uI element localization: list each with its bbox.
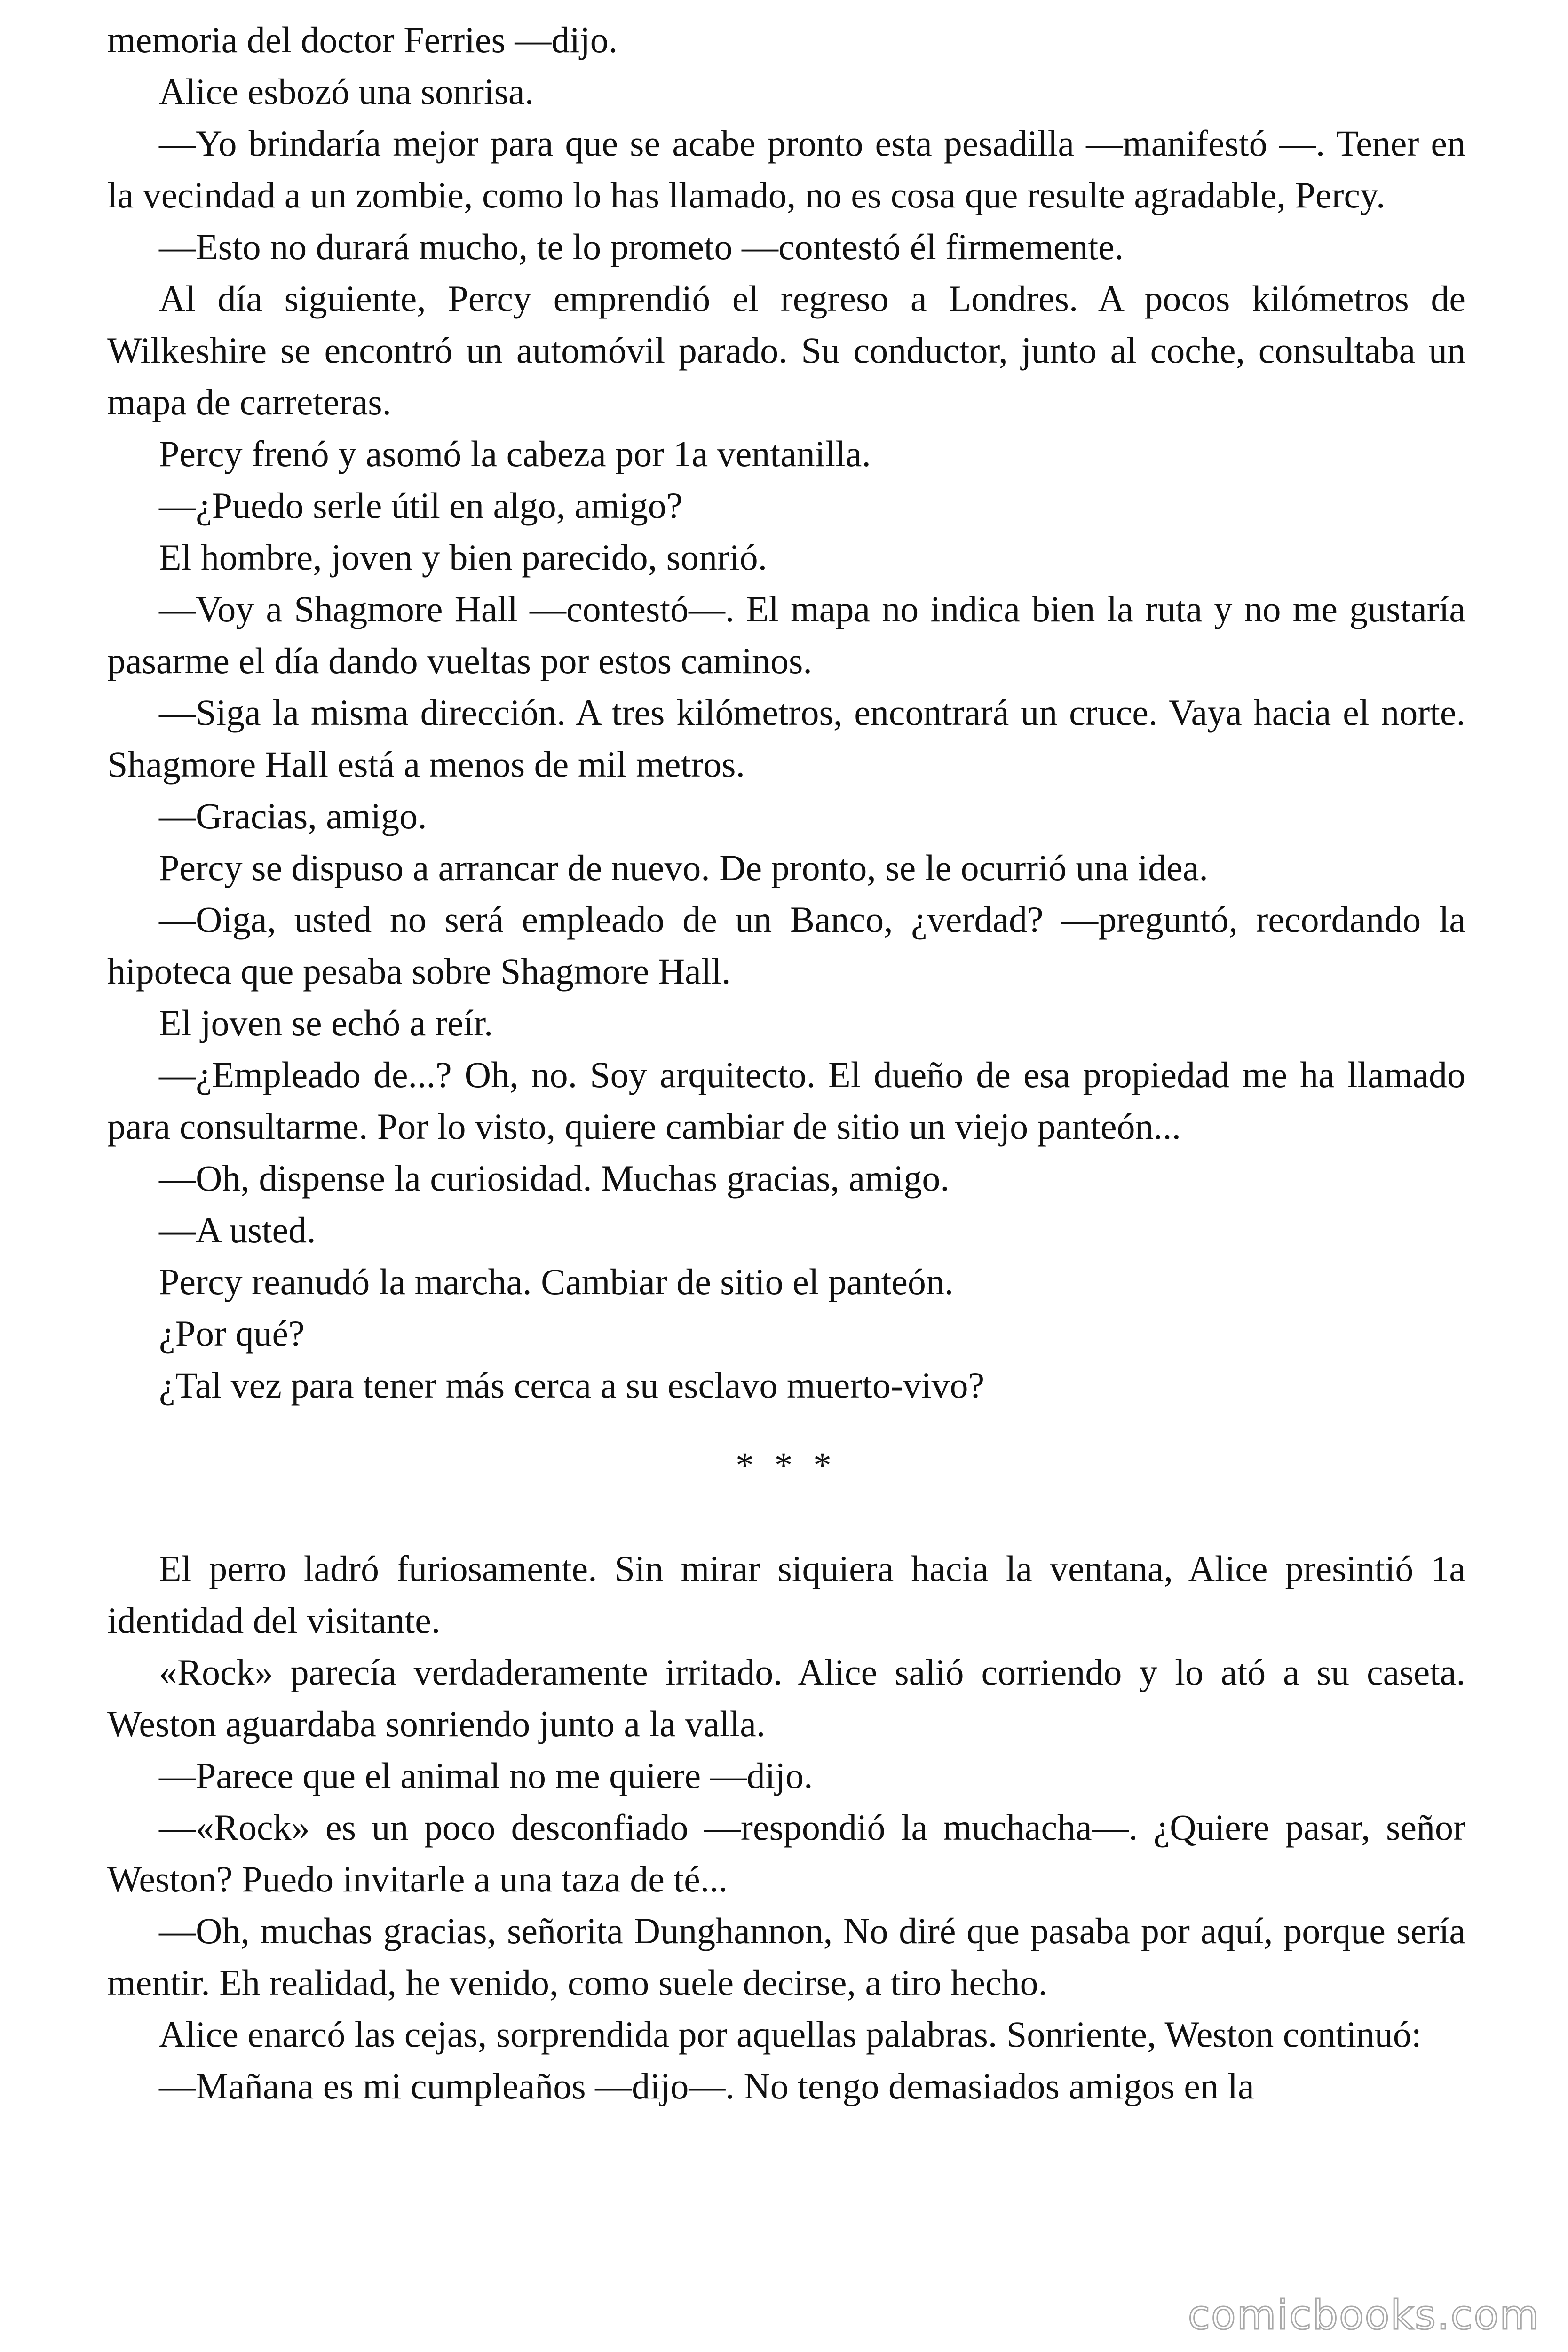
paragraph: —Yo brindaría mejor para que se acabe pronto esta pesadilla —manifestó —. Tener en la vecindad a un zombie, como lo has llamado, no es cosa que resulte agradable, Percy. bbox=[107, 123, 1465, 215]
paragraph: ¿Por qué? bbox=[159, 1313, 305, 1354]
paragraph: memoria del doctor Ferries —dijo. bbox=[107, 19, 618, 60]
paragraph: Percy frenó y asomó la cabeza por 1a ventanilla. bbox=[159, 433, 871, 474]
section-separator: * * * bbox=[736, 1445, 837, 1486]
paragraph: —Oh, muchas gracias, señorita Dunghannon, No diré que pasaba por aquí, porque sería mentir. Eh realidad, he venido, como suele decirse, a tiro hecho. bbox=[107, 1910, 1465, 2003]
paragraph: —Parece que el animal no me quiere —dijo. bbox=[159, 1755, 813, 1796]
paragraph: Percy reanudó la marcha. Cambiar de sitio el panteón. bbox=[159, 1261, 954, 1302]
paragraph: El hombre, joven y bien parecido, sonrió. bbox=[159, 537, 768, 578]
paragraph: —Esto no durará mucho, te lo prometo —contestó él firmemente. bbox=[159, 226, 1124, 267]
paragraph: —Gracias, amigo. bbox=[159, 795, 427, 836]
text-block-after bbox=[107, 1543, 1465, 2112]
paragraph: Alice enarcó las cejas, sorprendida por aquellas palabras. Sonriente, Weston continuó: bbox=[159, 2014, 1422, 2055]
paragraph: Percy se dispuso a arrancar de nuevo. De pronto, se le ocurrió una idea. bbox=[159, 847, 1208, 888]
paragraph: ¿Tal vez para tener más cerca a su esclavo muerto-vivo? bbox=[159, 1365, 985, 1406]
paragraph: —Oiga, usted no será empleado de un Banco, ¿verdad? —preguntó, recordando la hipoteca que pesaba sobre Shagmore Hall. bbox=[107, 899, 1465, 992]
text-block-before bbox=[107, 14, 1465, 1411]
paragraph: —Voy a Shagmore Hall —contestó—. El mapa no indica bien la ruta y no me gustaría pasarme el día dando vueltas por estos caminos. bbox=[107, 588, 1465, 681]
paragraph: —¿Puedo serle útil en algo, amigo? bbox=[159, 485, 683, 526]
paragraph: «Rock» parecía verdaderamente irritado. Alice salió corriendo y lo ató a su caseta. Weston aguardaba sonriendo junto a la valla. bbox=[107, 1652, 1465, 1744]
paragraph: —Siga la misma dirección. A tres kilómetros, encontrará un cruce. Vaya hacia el norte. Shagmore Hall está a menos de mil metros. bbox=[107, 692, 1465, 785]
paragraph: —Mañana es mi cumpleaños —dijo—. No tengo demasiados amigos en la bbox=[159, 2066, 1254, 2106]
paragraph: El perro ladró furiosamente. Sin mirar siquiera hacia la ventana, Alice presintió 1a identidad del visitante. bbox=[107, 1548, 1465, 1641]
paragraph: Alice esbozó una sonrisa. bbox=[159, 71, 534, 112]
paragraph: El joven se echó a reír. bbox=[159, 1002, 493, 1043]
paragraph: Al día siguiente, Percy emprendió el regreso a Londres. A pocos kilómetros de Wilkeshire se encontró un automóvil parado. Su conductor, junto al coche, consultaba un mapa de carreteras. bbox=[107, 278, 1465, 422]
document-page bbox=[107, 14, 1465, 2112]
paragraph: —A usted. bbox=[159, 1209, 316, 1250]
paragraph: —Oh, dispense la curiosidad. Muchas gracias, amigo. bbox=[159, 1158, 950, 1199]
watermark: comicbooks.com bbox=[1188, 2292, 1540, 2339]
paragraph: —¿Empleado de...? Oh, no. Soy arquitecto. El dueño de esa propiedad me ha llamado para consultarme. Por lo visto, quiere cambiar de sitio un viejo panteón... bbox=[107, 1054, 1465, 1147]
paragraph: —«Rock» es un poco desconfiado —respondió la muchacha—. ¿Quiere pasar, señor Weston? Puedo invitarle a una taza de té... bbox=[107, 1807, 1465, 1899]
